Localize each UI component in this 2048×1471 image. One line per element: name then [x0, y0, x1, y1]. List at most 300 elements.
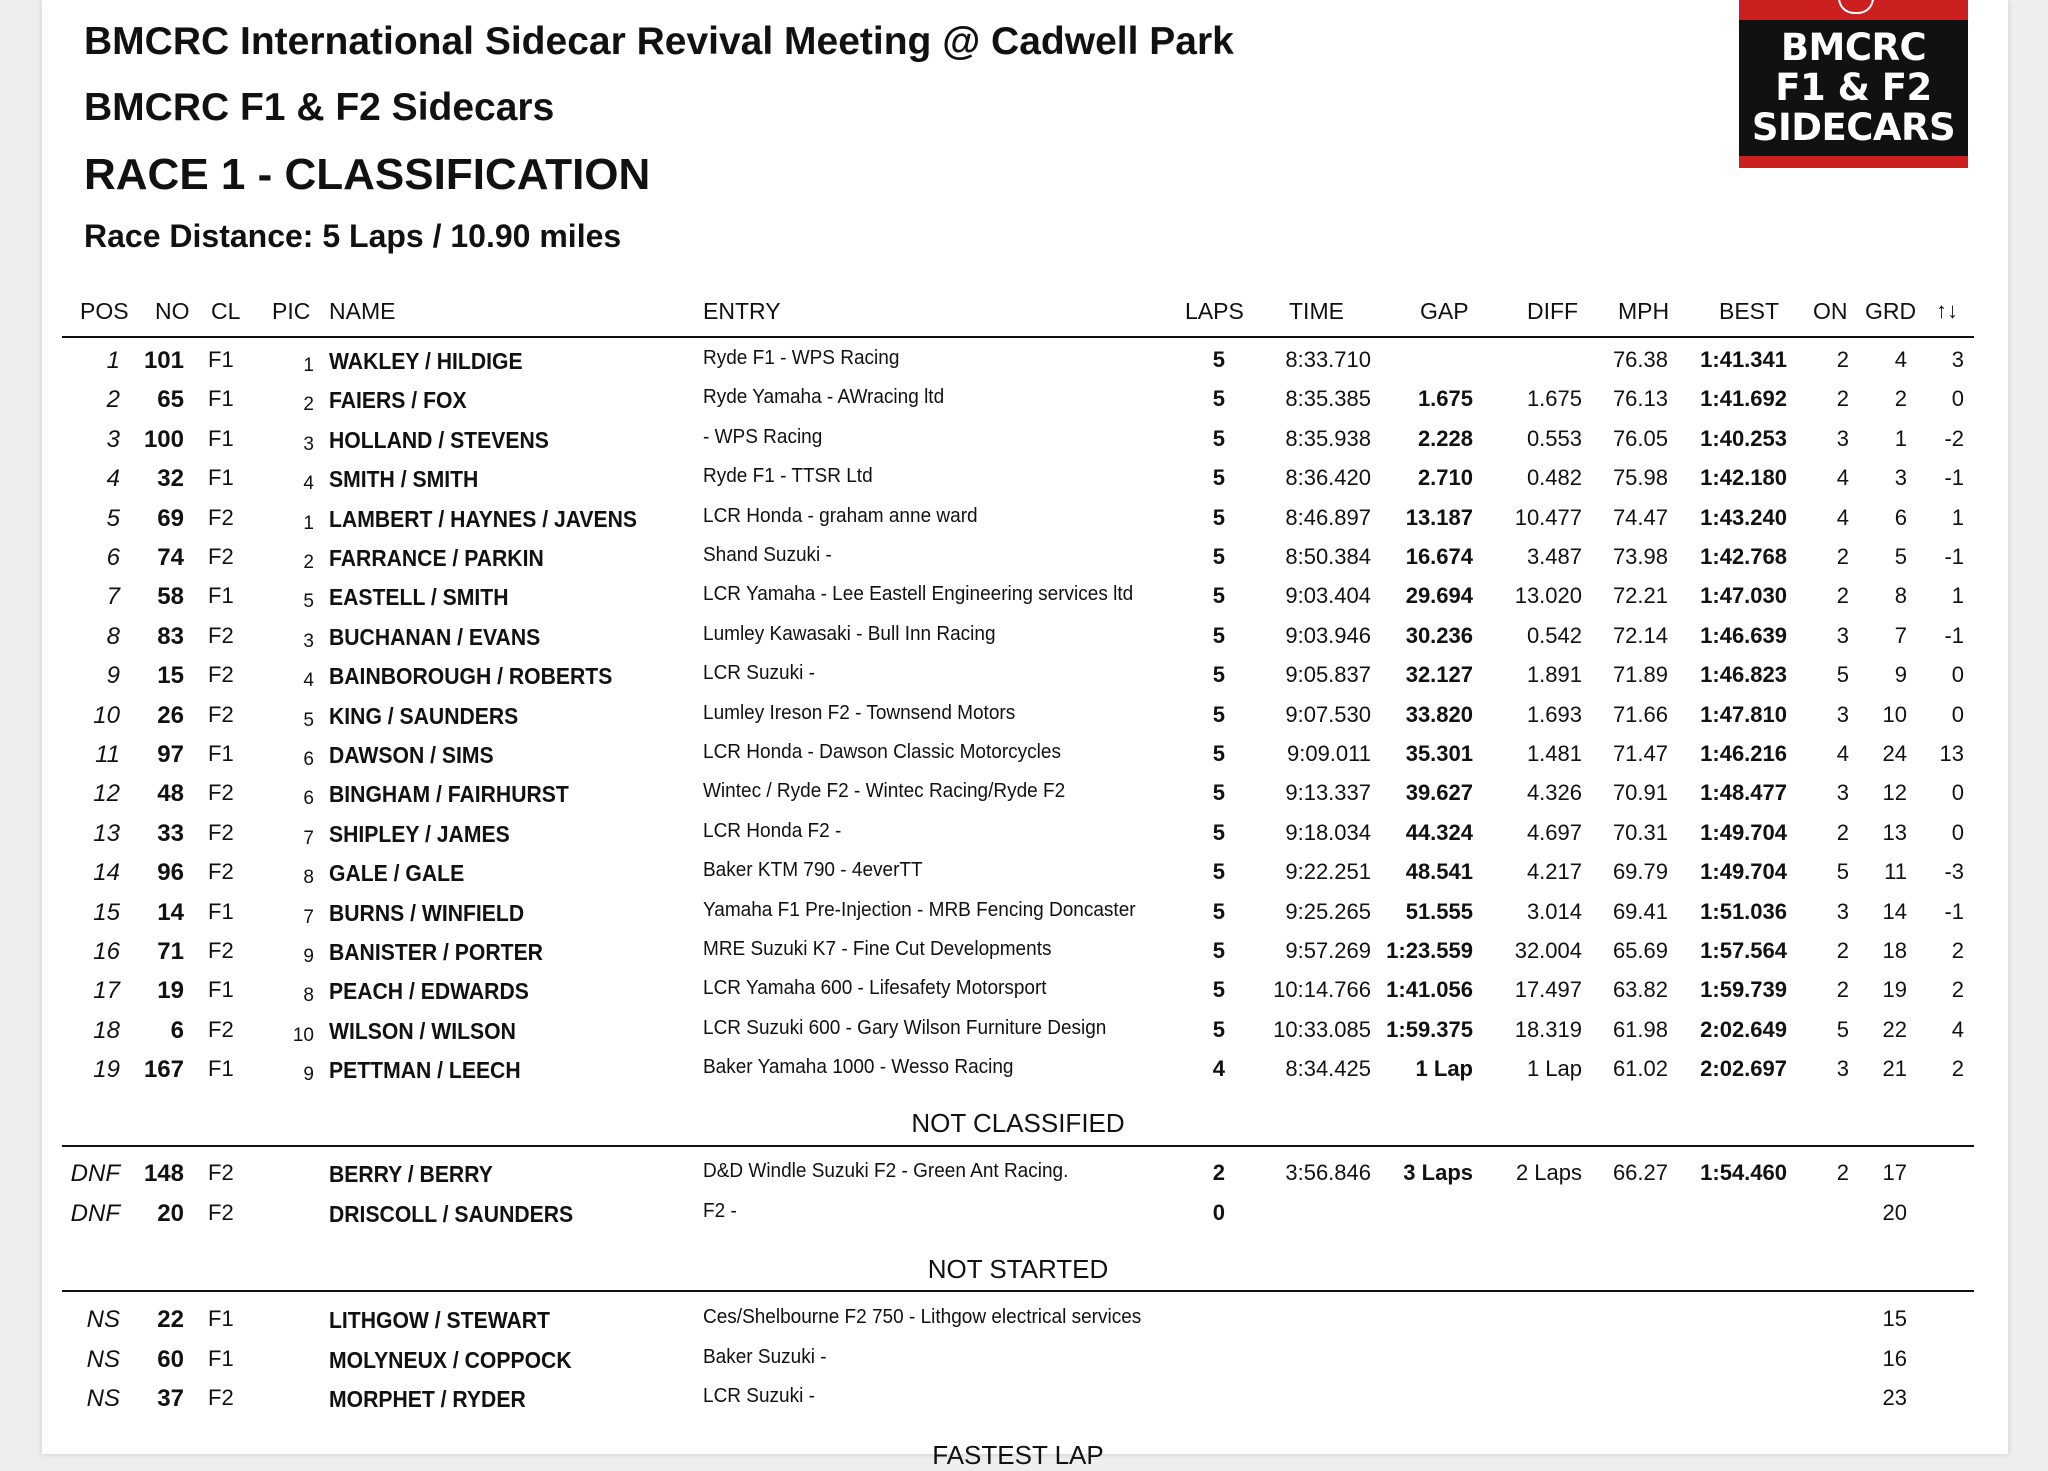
cell-pos: 8	[106, 622, 120, 650]
cell-grid: 10	[1882, 701, 1907, 727]
col-entry-header[interactable]: ENTRY	[703, 298, 781, 324]
cell-entry: Baker Yamaha 1000 - Wesso Racing	[703, 1056, 1014, 1079]
cell-grid: 9	[1894, 662, 1907, 688]
cell-pos: 10	[93, 701, 120, 729]
cell-gap: 1:41.056	[1386, 977, 1473, 1003]
cell-mph: 75.98	[1612, 465, 1668, 491]
cell-diff: 3.014	[1526, 898, 1582, 924]
cell-pic: 8	[303, 867, 314, 889]
cell-pos: 4	[106, 465, 120, 493]
cell-pos: 14	[93, 859, 120, 887]
cell-time: 9:03.404	[1285, 583, 1371, 609]
cell-entry: LCR Honda - graham anne ward	[703, 504, 978, 527]
cell-diff: 0.553	[1526, 425, 1582, 451]
cell-entry: Lumley Ireson F2 - Townsend Motors	[703, 701, 1016, 724]
col-pic-header[interactable]: PIC	[272, 298, 311, 324]
cell-mph: 76.38	[1612, 347, 1668, 372]
cell-pos: NS	[86, 1345, 120, 1373]
cell-gap: 16.674	[1405, 544, 1473, 569]
cell-laps: 5	[1212, 938, 1225, 963]
cell-pos-change: 1	[1951, 583, 1964, 609]
race-distance: Race Distance: 5 Laps / 10.90 miles	[84, 218, 622, 254]
cell-mph: 66.27	[1612, 1160, 1668, 1185]
col-no-header[interactable]: NO	[155, 298, 190, 324]
cell-laps: 5	[1212, 1016, 1225, 1042]
cell-on: 5	[1836, 1016, 1849, 1042]
cell-no: 26	[157, 701, 184, 729]
cell-grid: 2	[1894, 386, 1907, 412]
cell-name: SMITH / SMITH	[329, 466, 479, 493]
cell-mph: 70.31	[1612, 819, 1668, 845]
cell-diff: 32.004	[1514, 938, 1582, 963]
cell-pos-change: 13	[1939, 741, 1964, 766]
cell-best: 1:57.564	[1700, 938, 1787, 963]
cell-pos-change: 2	[1951, 977, 1964, 1003]
cell-class: F2	[208, 1200, 234, 1225]
cell-laps: 5	[1212, 544, 1225, 569]
series-logo	[1739, 0, 1968, 168]
col-grd-header[interactable]: GRD	[1865, 298, 1917, 324]
cell-class: F2	[208, 504, 234, 530]
cell-pic: 2	[303, 394, 314, 416]
cell-on: 2	[1836, 1160, 1849, 1185]
cell-grid: 19	[1882, 977, 1907, 1003]
class-title: BMCRC F1 & F2 Sidecars	[84, 86, 555, 129]
cell-gap: 30.236	[1405, 622, 1473, 648]
cell-best: 1:42.180	[1700, 465, 1787, 491]
cell-mph: 61.02	[1612, 1056, 1668, 1082]
cell-gap: 2.228	[1417, 425, 1473, 451]
cell-mph: 61.98	[1612, 1016, 1668, 1042]
cell-no: 96	[157, 859, 184, 887]
cell-pos: 18	[93, 1016, 120, 1044]
cell-entry: Baker KTM 790 - 4everTT	[703, 859, 923, 882]
cell-no: 37	[157, 1385, 184, 1412]
cell-name: SHIPLEY / JAMES	[329, 820, 510, 847]
cell-pos-change: 0	[1951, 701, 1964, 727]
cell-gap: 35.301	[1405, 741, 1473, 766]
cell-no: 69	[157, 504, 184, 532]
cell-laps: 5	[1212, 819, 1225, 845]
cell-grid: 1	[1894, 425, 1907, 451]
cell-grid: 18	[1882, 938, 1907, 963]
cell-no: 65	[157, 386, 184, 414]
results-sheet	[42, 0, 2008, 1470]
cell-no: 33	[157, 819, 184, 847]
cell-no: 71	[157, 938, 184, 965]
cell-no: 74	[157, 544, 184, 571]
col-name-header[interactable]: NAME	[329, 298, 396, 324]
cell-on: 2	[1836, 938, 1849, 963]
cell-gap: 1.675	[1417, 386, 1473, 412]
col-time-header[interactable]: TIME	[1289, 298, 1344, 324]
cell-time: 8:36.420	[1285, 465, 1371, 491]
cell-pic: 1	[303, 355, 314, 376]
cell-pic: 6	[303, 788, 314, 810]
cell-grid: 24	[1882, 741, 1907, 766]
cell-no: 60	[157, 1345, 184, 1373]
cell-on: 2	[1836, 544, 1849, 569]
cell-on: 3	[1836, 622, 1849, 648]
not-classified-rule	[62, 1145, 1974, 1147]
cell-class: F1	[208, 347, 234, 372]
cell-pic: 5	[303, 591, 314, 613]
cell-diff: 4.697	[1526, 819, 1582, 845]
cell-name: EASTELL / SMITH	[329, 584, 509, 611]
cell-laps: 5	[1212, 780, 1225, 806]
cell-name: BAINBOROUGH / ROBERTS	[329, 663, 613, 690]
cell-pos: 2	[106, 386, 120, 414]
cell-laps: 5	[1212, 583, 1225, 609]
cell-on: 2	[1836, 386, 1849, 412]
cell-best: 1:51.036	[1700, 898, 1787, 924]
cell-mph: 65.69	[1612, 938, 1668, 963]
cell-pos: 16	[93, 938, 120, 965]
cell-on: 4	[1836, 465, 1849, 491]
cell-pic: 7	[303, 827, 314, 849]
cell-time: 9:57.269	[1285, 938, 1371, 963]
cell-laps: 5	[1212, 662, 1225, 688]
cell-pos-change: 0	[1951, 386, 1964, 412]
cell-gap: 39.627	[1405, 780, 1473, 806]
cell-gap: 1:23.559	[1386, 938, 1473, 963]
cell-class: F1	[208, 977, 234, 1003]
cell-pic: 9	[303, 1064, 314, 1086]
logo-line-3: SIDECARS	[1751, 106, 1956, 149]
cell-no: 15	[157, 662, 184, 690]
cell-name: MORPHET / RYDER	[329, 1386, 526, 1412]
not-classified-heading: NOT CLASSIFIED	[911, 1108, 1125, 1138]
cell-best: 1:40.253	[1700, 425, 1787, 451]
cell-grid: 8	[1894, 583, 1907, 609]
cell-entry: - WPS Racing	[703, 425, 823, 448]
cell-no: 100	[143, 425, 184, 453]
cell-no: 6	[170, 1016, 184, 1044]
cell-pos-change: -1	[1944, 622, 1964, 648]
cell-laps: 5	[1212, 622, 1225, 648]
cell-class: F2	[208, 701, 234, 727]
cell-pos-change: -1	[1944, 898, 1964, 924]
cell-pic: 7	[303, 906, 314, 928]
cell-class: F2	[208, 780, 234, 806]
cell-time: 10:33.085	[1273, 1016, 1371, 1042]
cell-mph: 74.47	[1612, 504, 1668, 530]
cell-pos-change: -2	[1944, 425, 1964, 451]
cell-diff: 4.217	[1526, 859, 1582, 885]
cell-name: LAMBERT / HAYNES / JAVENS	[329, 505, 638, 532]
cell-best: 1:43.240	[1700, 504, 1787, 530]
cell-grid: 13	[1882, 819, 1907, 845]
cell-grid: 11	[1884, 859, 1907, 885]
cell-name: DRISCOLL / SAUNDERS	[329, 1201, 574, 1227]
cell-on: 3	[1836, 425, 1849, 451]
cell-pos: DNF	[70, 1160, 120, 1187]
cell-gap: 29.694	[1405, 583, 1473, 609]
cell-class: F2	[208, 859, 234, 885]
cell-pos-change: -1	[1944, 544, 1964, 569]
cell-name: LITHGOW / STEWART	[329, 1307, 550, 1333]
cell-name: HOLLAND / STEVENS	[329, 426, 549, 453]
cell-laps: 5	[1212, 386, 1225, 412]
cell-time: 8:33.710	[1285, 347, 1371, 372]
cell-diff: 1.481	[1526, 741, 1582, 766]
cell-pos: 1	[106, 347, 120, 374]
cell-entry: LCR Honda F2 -	[703, 819, 842, 842]
cell-gap: 51.555	[1405, 898, 1473, 924]
cell-name: BURNS / WINFIELD	[329, 899, 525, 926]
cell-grid: 12	[1882, 780, 1907, 806]
cell-on: 5	[1836, 859, 1849, 885]
cell-pos-change: 1	[1951, 504, 1964, 530]
cell-time: 8:35.385	[1285, 386, 1371, 412]
fastest-lap-heading: FASTEST LAP	[932, 1440, 1104, 1470]
not-started-heading: NOT STARTED	[927, 1254, 1109, 1284]
col-pos-header[interactable]: POS	[80, 298, 129, 324]
col-gap-header[interactable]: GAP	[1420, 298, 1469, 324]
cell-name: WAKLEY / HILDIGE	[329, 348, 523, 374]
cell-entry: LCR Yamaha 600 - Lifesafety Motorsport	[703, 977, 1047, 1000]
cell-on: 2	[1836, 583, 1849, 609]
col-laps-header[interactable]: LAPS	[1185, 298, 1244, 324]
cell-pos: 9	[106, 662, 120, 690]
cell-pos-change: -3	[1944, 859, 1964, 885]
cell-laps: 5	[1212, 504, 1225, 530]
cell-time: 3:56.846	[1285, 1160, 1371, 1185]
cell-pos: 6	[106, 544, 120, 571]
cell-best: 2:02.697	[1700, 1056, 1787, 1082]
cell-pos-change: 2	[1951, 1056, 1964, 1082]
cell-entry: LCR Yamaha - Lee Eastell Engineering services ltd	[703, 583, 1134, 606]
cell-diff: 2 Laps	[1515, 1160, 1582, 1185]
cell-name: WILSON / WILSON	[329, 1017, 516, 1044]
cell-mph: 76.13	[1612, 386, 1668, 412]
cell-pic: 8	[303, 985, 314, 1007]
cell-no: 22	[157, 1306, 184, 1333]
cell-mph: 73.98	[1612, 544, 1668, 569]
event-title: BMCRC International Sidecar Revival Meeting @ Cadwell Park	[84, 20, 1234, 63]
cell-diff: 10.477	[1514, 504, 1582, 530]
cell-time: 10:14.766	[1273, 977, 1371, 1003]
cell-name: BINGHAM / FAIRHURST	[329, 781, 569, 808]
header-rule	[62, 336, 1974, 338]
cell-gap: 48.541	[1405, 859, 1473, 885]
cell-pos: 3	[106, 425, 120, 453]
cell-time: 9:18.034	[1285, 819, 1371, 845]
cell-entry: Ryde F1 - TTSR Ltd	[703, 465, 873, 488]
cell-entry: LCR Honda - Dawson Classic Motorcycles	[703, 741, 1061, 763]
cell-no: 14	[157, 898, 184, 926]
cell-time: 9:07.530	[1285, 701, 1371, 727]
cell-no: 167	[143, 1056, 184, 1084]
cell-no: 20	[157, 1200, 184, 1227]
logo-line-2: F1 & F2	[1775, 66, 1932, 109]
cell-pic: 9	[303, 946, 314, 967]
cell-pos-change: 0	[1951, 662, 1964, 688]
cell-pos: 12	[93, 780, 120, 808]
cell-diff: 1.693	[1526, 701, 1582, 727]
cell-class: F2	[208, 938, 234, 963]
cell-name: DAWSON / SIMS	[329, 742, 494, 768]
cell-laps: 5	[1212, 425, 1225, 451]
cell-laps: 2	[1212, 1160, 1225, 1185]
cell-pos-change: 0	[1951, 780, 1964, 806]
cell-best: 1:46.823	[1700, 662, 1787, 688]
cell-name: FARRANCE / PARKIN	[329, 545, 544, 571]
col-best-header[interactable]: BEST	[1719, 298, 1780, 324]
cell-no: 97	[157, 741, 184, 768]
cell-time: 9:09.011	[1286, 741, 1371, 766]
cell-class: F1	[208, 583, 234, 609]
cell-time: 9:25.265	[1285, 898, 1371, 924]
cell-class: F1	[208, 386, 234, 412]
cell-entry: D&D Windle Suzuki F2 - Green Ant Racing.	[703, 1160, 1069, 1182]
cell-entry: MRE Suzuki K7 - Fine Cut Developments	[703, 938, 1052, 960]
cell-no: 83	[157, 622, 184, 650]
cell-grid: 23	[1882, 1385, 1907, 1410]
not-started-rule	[62, 1290, 1974, 1292]
cell-name: KING / SAUNDERS	[329, 702, 519, 729]
cell-class: F1	[208, 1056, 234, 1082]
cell-pos: NS	[86, 1385, 120, 1412]
cell-time: 8:34.425	[1285, 1056, 1371, 1082]
cell-class: F2	[208, 1385, 234, 1410]
cell-grid: 7	[1894, 622, 1907, 648]
cell-best: 1:46.216	[1700, 741, 1787, 766]
cell-pic: 3	[303, 433, 314, 455]
cell-best: 1:59.739	[1700, 977, 1787, 1003]
cell-best: 1:42.768	[1700, 544, 1787, 569]
cell-grid: 5	[1894, 544, 1907, 569]
cell-class: F2	[208, 622, 234, 648]
cell-name: MOLYNEUX / COPPOCK	[329, 1346, 572, 1373]
cell-laps: 5	[1212, 701, 1225, 727]
cell-mph: 69.79	[1612, 859, 1668, 885]
cell-grid: 16	[1882, 1345, 1907, 1371]
cell-diff: 3.487	[1526, 544, 1582, 569]
cell-pos-change: 0	[1951, 819, 1964, 845]
cell-mph: 63.82	[1612, 977, 1668, 1003]
cell-entry: Ryde F1 - WPS Racing	[703, 347, 900, 369]
cell-class: F2	[208, 819, 234, 845]
cell-laps: 4	[1212, 1056, 1225, 1082]
cell-name: BERRY / BERRY	[329, 1161, 493, 1187]
cell-laps: 5	[1212, 741, 1225, 766]
cell-no: 148	[143, 1160, 184, 1187]
cell-diff: 18.319	[1514, 1016, 1582, 1042]
cell-grid: 21	[1882, 1056, 1907, 1082]
cell-gap: 13.187	[1405, 504, 1473, 530]
cell-entry: Shand Suzuki -	[703, 544, 832, 566]
logo-line-1: BMCRC	[1780, 26, 1927, 69]
cell-no: 32	[157, 465, 184, 493]
cell-entry: F2 -	[703, 1200, 737, 1222]
cell-name: PETTMAN / LEECH	[329, 1057, 521, 1084]
cell-on: 3	[1836, 1056, 1849, 1082]
cell-mph: 70.91	[1612, 780, 1668, 806]
cell-mph: 72.21	[1612, 583, 1668, 609]
cell-pos: 5	[106, 504, 120, 532]
cell-mph: 69.41	[1612, 898, 1668, 924]
cell-name: FAIERS / FOX	[329, 387, 467, 414]
cell-entry: LCR Suzuki 600 - Gary Wilson Furniture Design	[703, 1016, 1107, 1039]
sort-arrows-icon[interactable]: ↑↓	[1936, 298, 1958, 323]
cell-diff: 1.675	[1526, 386, 1582, 412]
cell-on: 3	[1836, 701, 1849, 727]
cell-entry: Wintec / Ryde F2 - Wintec Racing/Ryde F2	[703, 780, 1066, 803]
cell-best: 2:02.649	[1700, 1016, 1787, 1042]
col-diff-header[interactable]: DIFF	[1527, 298, 1579, 324]
cell-entry: Lumley Kawasaki - Bull Inn Racing	[703, 622, 996, 645]
cell-gap: 1:59.375	[1386, 1016, 1473, 1042]
cell-pos-change: 4	[1951, 1016, 1964, 1042]
cell-pic: 6	[303, 749, 314, 770]
cell-best: 1:41.341	[1700, 347, 1787, 372]
col-cl-header[interactable]: CL	[211, 298, 241, 324]
cell-grid: 6	[1894, 504, 1907, 530]
cell-pic: 1	[303, 512, 314, 534]
logo-emblem-icon	[1838, 0, 1874, 14]
cell-gap: 3 Laps	[1403, 1160, 1473, 1185]
cell-class: F1	[208, 741, 234, 766]
cell-pos: 13	[93, 819, 120, 847]
cell-laps: 5	[1212, 977, 1225, 1003]
cell-no: 101	[143, 347, 184, 374]
cell-grid: 14	[1882, 898, 1907, 924]
cell-class: F2	[208, 1016, 234, 1042]
cell-diff: 1 Lap	[1526, 1056, 1582, 1082]
cell-entry: LCR Suzuki -	[703, 1385, 815, 1407]
cell-class: F1	[208, 1345, 234, 1371]
cell-mph: 71.47	[1612, 741, 1668, 766]
cell-grid: 17	[1882, 1160, 1907, 1185]
cell-diff: 13.020	[1514, 583, 1582, 609]
col-on-header[interactable]: ON	[1813, 298, 1848, 324]
cell-class: F1	[208, 1306, 234, 1331]
cell-entry: LCR Suzuki -	[703, 662, 815, 685]
cell-entry: Ces/Shelbourne F2 750 - Lithgow electrical services	[703, 1306, 1142, 1328]
cell-diff: 17.497	[1514, 977, 1582, 1003]
cell-class: F1	[208, 425, 234, 451]
cell-on: 4	[1836, 741, 1849, 766]
cell-entry: Ryde Yamaha - AWracing ltd	[703, 386, 945, 409]
cell-pic: 3	[303, 630, 314, 652]
cell-pos-change: 3	[1951, 347, 1964, 372]
cell-grid: 4	[1894, 347, 1907, 372]
cell-name: PEACH / EDWARDS	[329, 978, 529, 1005]
cell-time: 9:13.337	[1285, 780, 1371, 806]
cell-gap: 1 Lap	[1415, 1056, 1473, 1082]
cell-mph: 71.66	[1612, 701, 1668, 727]
cell-diff: 0.482	[1526, 465, 1582, 491]
cell-best: 1:47.030	[1700, 583, 1787, 609]
cell-laps: 5	[1212, 465, 1225, 491]
cell-class: F2	[208, 1160, 234, 1185]
cell-pos: 19	[93, 1056, 120, 1084]
col-mph-header[interactable]: MPH	[1618, 298, 1670, 324]
cell-pos: 17	[93, 977, 120, 1005]
cell-time: 8:50.384	[1285, 544, 1371, 569]
cell-on: 5	[1836, 662, 1849, 688]
cell-best: 1:47.810	[1700, 701, 1787, 727]
cell-gap: 44.324	[1405, 819, 1473, 845]
cell-on: 2	[1836, 977, 1849, 1003]
cell-time: 9:05.837	[1285, 662, 1371, 688]
cell-gap: 2.710	[1417, 465, 1473, 491]
cell-no: 58	[157, 583, 184, 611]
cell-time: 8:46.897	[1285, 504, 1371, 530]
cell-time: 9:22.251	[1285, 859, 1371, 885]
cell-best: 1:49.704	[1700, 859, 1787, 885]
